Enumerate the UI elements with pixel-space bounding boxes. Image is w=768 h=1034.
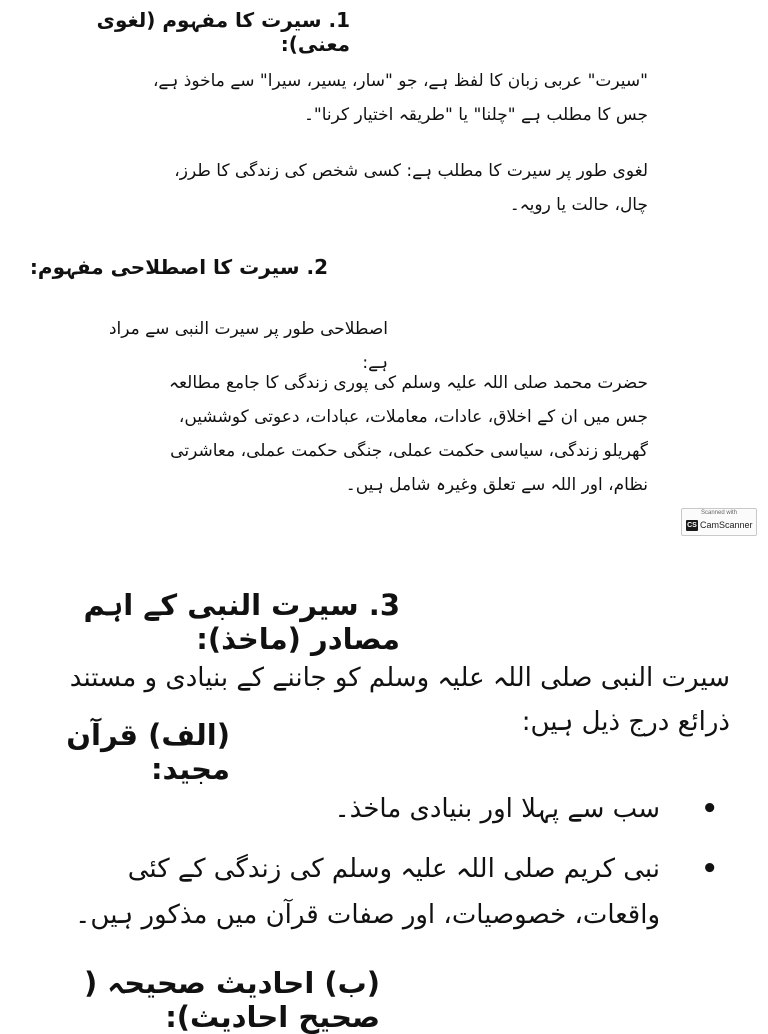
bullet-marker: • <box>701 854 718 884</box>
paragraph-sources-intro: سیرت النبی صلی اللہ علیہ وسلم کو جاننے کے بنیادی و مستند ذرائع درج ذیل ہیں: <box>69 663 730 737</box>
list-item <box>70 846 718 938</box>
camscanner-caption: Scanned with <box>700 510 738 516</box>
heading-lexical-meaning: 1. سیرت کا مفہوم (لغوی معنی): <box>96 8 350 56</box>
list-item <box>70 786 718 832</box>
camscanner-logo-icon: CS <box>687 522 697 529</box>
bullet-text: نبی کریم صلی اللہ علیہ وسلم کی زندگی کے کئی واقعات، خصوصیات، اور صفات قرآن میں مذکور ہیں۔ <box>75 854 660 930</box>
scanned-page-bottom <box>0 560 768 1034</box>
paragraph-technical-intro: اصطلاحی طور پر سیرت النبی سے مراد ہے: <box>108 319 388 373</box>
heading-technical-meaning: 2. سیرت کا اصطلاحی مفہوم: <box>29 255 328 279</box>
bullet-marker: • <box>701 794 718 824</box>
paragraph-lexical-definition: لغوی طور پر سیرت کا مطلب ہے: کسی شخص کی زندگی کا طرز، چال، حالت یا رویہ۔ <box>174 161 648 215</box>
heading-hadith: (ب) احادیث صحیحہ ( صحیح احادیث): <box>83 966 380 1034</box>
quran-bullet-list <box>70 786 718 938</box>
heading-sources: 3. سیرت النبی کے اہم مصادر (ماخذ): <box>83 588 400 656</box>
heading-quran: (الف) قرآن مجید: <box>66 718 230 786</box>
paragraph-technical-definition: حضرت محمد صلی اللہ علیہ وسلم کی پوری زندگی کا جامع مطالعہ جس میں ان کے اخلاق، عادات، معاملات، عبادات، دعوتی کوششیں، گھریلو زندگی، سیاسی حکمت عملی، جنگی حکمت عملی، معاشرتی نظام، اور اللہ سے تعلق وغیرہ شامل ہیں۔ <box>169 373 648 495</box>
bullet-text: سب سے پہلا اور بنیادی ماخذ۔ <box>334 794 660 824</box>
camscanner-name: CamScanner <box>700 520 753 530</box>
paragraph-word-origin: "سیرت" عربی زبان کا لفظ ہے، جو "سار، یسیر، سیرا" سے ماخوذ ہے، جس کا مطلب ہے "چلنا" یا "طریقہ اختیار کرنا"۔ <box>152 71 648 125</box>
camscanner-watermark <box>681 508 757 536</box>
